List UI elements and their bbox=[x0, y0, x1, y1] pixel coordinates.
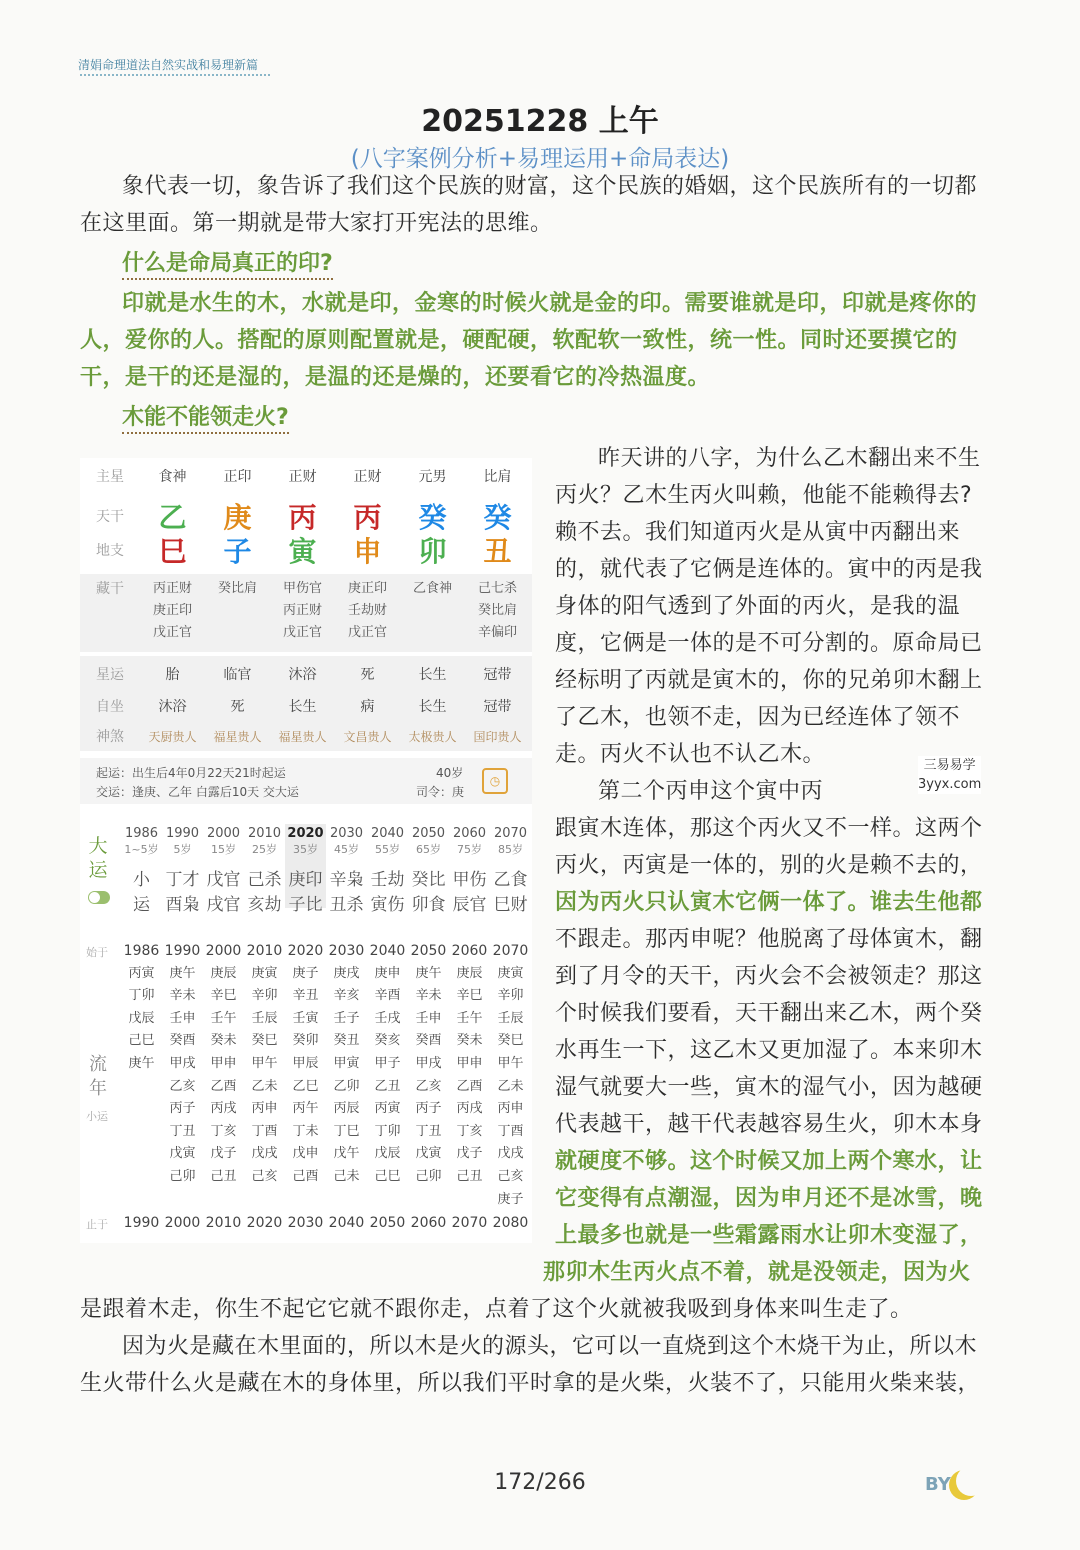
liunian-year[interactable]: 戊戌 bbox=[497, 1146, 524, 1162]
liunian-start-year: 2030 bbox=[328, 943, 365, 959]
liunian-year[interactable]: 己酉 bbox=[292, 1168, 319, 1184]
dayun-year: 1990 bbox=[165, 826, 200, 841]
dayun-zhi: 寅伤 bbox=[370, 895, 405, 915]
right-column-line: 到了月令的天干，丙火会不会被领走？那这 bbox=[555, 964, 983, 989]
dayun-age: 1~5岁 bbox=[124, 843, 159, 856]
liunian-year[interactable]: 甲午 bbox=[251, 1055, 278, 1071]
liunian-year[interactable]: 癸未 bbox=[456, 1033, 483, 1049]
qiyun-text: 起运：出生后4年0月22天21时起运 bbox=[96, 766, 286, 780]
shensha-cell: 福星贵人 bbox=[213, 729, 262, 744]
dayun-age: 5岁 bbox=[173, 843, 192, 856]
liunian-year[interactable]: 丁巳 bbox=[333, 1123, 360, 1139]
right-column-line: 湿气就要大一些，寅木的湿气小，因为越硬 bbox=[555, 1075, 983, 1100]
dayun-gan: 己杀 bbox=[247, 870, 282, 890]
shensha-cell: 文昌贵人 bbox=[343, 729, 392, 744]
canggan-item: 庚正印 bbox=[347, 581, 387, 596]
canggan-item: 己七杀 bbox=[477, 581, 517, 596]
liunian-year[interactable]: 癸酉 bbox=[415, 1033, 442, 1049]
liunian-column bbox=[285, 940, 326, 1189]
bazi-chart bbox=[80, 458, 532, 1243]
liunian-year[interactable]: 丁酉 bbox=[251, 1123, 278, 1139]
liunian-end-year: 2030 bbox=[287, 1215, 324, 1231]
xiaoyun-small-label: 小运 bbox=[86, 1110, 108, 1123]
liunian-year[interactable]: 戊午 bbox=[333, 1146, 360, 1162]
liunian-year[interactable]: 辛巳 bbox=[456, 988, 483, 1004]
liunian-year[interactable]: 丁卯 bbox=[128, 988, 155, 1004]
right-column-line: 度，它俩是一体的是不可分割的。原命局已 bbox=[555, 631, 983, 656]
liunian-year[interactable]: 丙午 bbox=[292, 1101, 319, 1117]
liunian-start-year: 1986 bbox=[123, 943, 160, 959]
canggan-item: 戊正官 bbox=[347, 625, 387, 640]
dayun-zhi: 卯食 bbox=[411, 895, 446, 915]
liunian-year[interactable]: 戊寅 bbox=[415, 1146, 442, 1162]
calendar-icon[interactable]: ◷ bbox=[482, 768, 508, 794]
liunian-year[interactable]: 乙未 bbox=[251, 1078, 278, 1094]
dayun-year: 2060 bbox=[452, 826, 487, 841]
liunian-column bbox=[408, 940, 449, 1189]
canggan-item: 癸比肩 bbox=[477, 603, 517, 618]
liunian-column bbox=[490, 940, 531, 1189]
canggan-item: 丙正财 bbox=[152, 581, 192, 596]
liunian-start-year: 2050 bbox=[410, 943, 447, 959]
liunian-label: 流年 bbox=[89, 1054, 107, 1099]
dayun-age: 35岁 bbox=[293, 843, 318, 856]
dayun-zhi: 丑杀 bbox=[329, 895, 364, 915]
label-shensha[interactable]: 神煞 bbox=[96, 729, 124, 745]
liunian-year[interactable]: 庚午 bbox=[415, 965, 442, 981]
liunian-year[interactable]: 乙酉 bbox=[456, 1078, 483, 1094]
dayun-gan: 小 bbox=[133, 870, 150, 890]
zizuo-cell: 病 bbox=[360, 699, 375, 715]
liunian-column bbox=[449, 940, 490, 1189]
liunian-year[interactable]: 壬申 bbox=[169, 1010, 196, 1026]
liunian-end-year: 2010 bbox=[205, 1215, 242, 1231]
dayun-year: 2040 bbox=[370, 826, 405, 841]
liunian-end-year: 2050 bbox=[369, 1215, 406, 1231]
dizhi-char: 子 bbox=[223, 535, 252, 568]
dayun-zhi: 子比 bbox=[288, 895, 323, 915]
siling-label: 司令：庚 bbox=[416, 785, 465, 799]
liunian-year[interactable]: 戊子 bbox=[456, 1146, 483, 1162]
liunian-year[interactable]: 乙未 bbox=[497, 1078, 524, 1094]
watermark-line-1: 三易易学 bbox=[923, 758, 976, 773]
dayun-label: 大运 bbox=[88, 835, 108, 881]
liunian-year[interactable]: 癸卯 bbox=[292, 1033, 319, 1049]
label-zhuxing: 主星 bbox=[96, 469, 124, 485]
canggan-item: 乙食神 bbox=[412, 581, 452, 596]
right-column-line: 因为丙火只认寅木它俩一体了。谁去生他都 bbox=[555, 890, 983, 915]
liunian-year[interactable]: 甲申 bbox=[456, 1055, 483, 1071]
by-mark: BY bbox=[925, 1474, 951, 1495]
liunian-year[interactable]: 丁亥 bbox=[456, 1123, 483, 1139]
liunian-year[interactable]: 壬辰 bbox=[251, 1010, 278, 1026]
paragraph-3-green: 那卯木生丙火点不着，就是没领走，因为火 bbox=[543, 1260, 971, 1285]
liunian-year[interactable]: 壬午 bbox=[456, 1010, 483, 1026]
paragraph-3-line-1: 是跟着木走，你生不起它它就不跟你走，点着了这个火就被我吸到身体来叫生走了。 bbox=[80, 1297, 913, 1322]
liunian-year[interactable]: 乙丑 bbox=[374, 1078, 401, 1094]
tiangan-char: 癸 bbox=[483, 501, 512, 534]
liunian-year[interactable]: 己丑 bbox=[456, 1168, 483, 1184]
xingyun-cell: 长生 bbox=[418, 667, 447, 683]
liunian-year[interactable]: 庚子 bbox=[497, 1191, 524, 1207]
liunian-year[interactable]: 甲午 bbox=[497, 1055, 524, 1071]
dayun-column[interactable] bbox=[490, 826, 531, 915]
zizuo-cell: 长生 bbox=[418, 699, 447, 715]
liunian-year[interactable]: 癸巳 bbox=[497, 1033, 524, 1049]
canggan-column bbox=[335, 578, 400, 644]
liunian-year[interactable]: 辛酉 bbox=[374, 988, 401, 1004]
xingyun-cell: 胎 bbox=[165, 667, 180, 683]
right-column-line: 身体的阳气透到了外面的丙火，是我的温 bbox=[555, 594, 961, 619]
liunian-column bbox=[244, 940, 285, 1189]
label-tiangan: 天干 bbox=[96, 509, 124, 525]
right-column-line: 丙火？乙木生丙火叫赖，他能不能赖得去? bbox=[555, 483, 973, 508]
dayun-zhi: 亥劫 bbox=[247, 895, 282, 915]
liunian-year[interactable]: 庚午 bbox=[169, 965, 196, 981]
canggan-item: 戊正官 bbox=[282, 625, 322, 640]
right-column-line: 跟寅木连体，那这个丙火又不一样。这两个 bbox=[555, 816, 983, 841]
liunian-year[interactable]: 己丑 bbox=[210, 1168, 237, 1184]
tiangan-char: 癸 bbox=[418, 501, 447, 534]
page-subtitle: (八字案例分析+易理运用+命局表达) bbox=[350, 146, 730, 172]
liunian-end-year: 2080 bbox=[492, 1215, 529, 1231]
dizhi-char: 巳 bbox=[158, 535, 187, 568]
liunian-year[interactable]: 乙巳 bbox=[292, 1078, 319, 1094]
liunian-year[interactable]: 己亥 bbox=[497, 1168, 524, 1184]
liunian-year[interactable]: 庚申 bbox=[374, 965, 401, 981]
liunian-end-year: 2070 bbox=[451, 1215, 488, 1231]
dayun-gan: 辛枭 bbox=[329, 870, 364, 890]
liunian-column bbox=[162, 940, 203, 1189]
canggan-column bbox=[140, 578, 205, 644]
dayun-column[interactable] bbox=[162, 826, 203, 915]
liunian-end-year: 2020 bbox=[246, 1215, 283, 1231]
dayun-zhi: 运 bbox=[133, 895, 150, 915]
canggan-column bbox=[270, 578, 335, 644]
liunian-year[interactable]: 戊辰 bbox=[128, 1010, 155, 1026]
right-column-line: 了乙木，也领不走，因为已经连体了领不 bbox=[555, 705, 961, 730]
right-column-line: 水再生一下，这乙木又更加湿了。本来卯木 bbox=[555, 1038, 983, 1063]
liunian-year[interactable]: 乙亥 bbox=[415, 1078, 442, 1094]
xingyun-cell: 冠带 bbox=[483, 667, 512, 683]
page-title: 20251228 上午 bbox=[421, 104, 659, 139]
canggan-column bbox=[400, 578, 465, 644]
liunian-year[interactable]: 丙子 bbox=[169, 1101, 196, 1117]
shensha-cell: 国印贵人 bbox=[473, 729, 522, 744]
liunian-year[interactable]: 甲辰 bbox=[292, 1055, 319, 1071]
liunian-year[interactable]: 辛卯 bbox=[497, 988, 524, 1004]
canggan-item: 庚正印 bbox=[152, 603, 192, 618]
shensha-cell: 太极贵人 bbox=[408, 729, 457, 744]
right-column-line: 不跟走。那丙申呢？他脱离了母体寅木，翻 bbox=[555, 927, 983, 952]
dayun-age: 45岁 bbox=[334, 843, 359, 856]
paragraph-3-line-2: 因为火是藏在木里面的，所以木是火的源头，它可以一直烧到这个木烧干为止，所以木 bbox=[122, 1334, 978, 1359]
section-heading-yin: 什么是命局真正的印? bbox=[122, 251, 333, 280]
liunian-year[interactable]: 庚戌 bbox=[333, 965, 360, 981]
canggan-item: 甲伤官 bbox=[282, 581, 322, 596]
liunian-year[interactable]: 壬申 bbox=[415, 1010, 442, 1026]
xiaoyun-toggle[interactable] bbox=[88, 891, 110, 904]
watermark-line-2: 3yyx.com bbox=[918, 777, 982, 792]
liunian-year[interactable]: 丁卯 bbox=[374, 1123, 401, 1139]
liunian-year[interactable]: 辛未 bbox=[415, 988, 442, 1004]
right-column-line: 赖不去。我们知道丙火是从寅中丙翻出来 bbox=[555, 520, 961, 545]
liunian-year[interactable]: 丙戌 bbox=[456, 1101, 483, 1117]
start-label: 始于 bbox=[86, 946, 108, 959]
label-canggan: 藏干 bbox=[96, 581, 124, 597]
dayun-gan: 乙食 bbox=[493, 870, 528, 890]
liunian-year[interactable]: 戊子 bbox=[210, 1146, 237, 1162]
right-column-line: 的，就代表了它俩是连体的。寅中的丙是我 bbox=[555, 557, 983, 582]
dayun-column[interactable] bbox=[449, 826, 490, 915]
tiangan-char: 庚 bbox=[223, 501, 252, 534]
section-heading-wood-fire: 木能不能领走火? bbox=[122, 405, 289, 434]
liunian-start-year: 2000 bbox=[205, 943, 242, 959]
dayun-year: 2020 bbox=[287, 826, 324, 841]
dayun-gan: 丁才 bbox=[165, 870, 200, 890]
zhuxing-cell: 元男 bbox=[418, 469, 447, 485]
liunian-year[interactable]: 丙戌 bbox=[210, 1101, 237, 1117]
dayun-gan: 甲伤 bbox=[452, 870, 487, 890]
zhuxing-cell: 食神 bbox=[158, 469, 187, 485]
right-column-line: 丙火，丙寅是一体的，别的火是赖不去的， bbox=[555, 853, 983, 878]
zhuxing-cell: 正财 bbox=[288, 469, 317, 485]
end-label: 止于 bbox=[86, 1218, 108, 1231]
liunian-year[interactable]: 甲戌 bbox=[415, 1055, 442, 1071]
right-column-line: 走。丙火不认也不认乙木。 bbox=[555, 742, 826, 767]
dayun-column[interactable] bbox=[285, 826, 326, 915]
liunian-year[interactable]: 癸巳 bbox=[251, 1033, 278, 1049]
liunian-year[interactable]: 己巳 bbox=[128, 1033, 155, 1049]
liunian-year[interactable]: 乙酉 bbox=[210, 1078, 237, 1094]
dayun-age: 65岁 bbox=[416, 843, 441, 856]
paragraph-2-line-2: 人，爱你的人。搭配的原则配置就是，硬配硬，软配软一致性，统一性。同时还要摸它的 bbox=[80, 328, 958, 353]
liunian-year[interactable]: 己巳 bbox=[374, 1168, 401, 1184]
zizuo-cell: 沐浴 bbox=[158, 699, 187, 715]
liunian-year[interactable]: 丙辰 bbox=[333, 1101, 360, 1117]
liunian-year[interactable]: 壬午 bbox=[210, 1010, 237, 1026]
liunian-year[interactable]: 己卯 bbox=[415, 1168, 442, 1184]
liunian-year[interactable]: 丁丑 bbox=[169, 1123, 196, 1139]
liunian-year[interactable]: 丙申 bbox=[251, 1101, 278, 1117]
dayun-column[interactable] bbox=[326, 826, 367, 915]
liunian-year[interactable]: 辛巳 bbox=[210, 988, 237, 1004]
dizhi-char: 卯 bbox=[418, 535, 447, 568]
document-header: 清娟命理道法自然实战和易理新篇 bbox=[78, 58, 259, 72]
xingyun-cell: 沐浴 bbox=[288, 667, 317, 683]
shensha-cell: 天厨贵人 bbox=[148, 729, 197, 744]
dayun-column[interactable] bbox=[367, 826, 408, 915]
liunian-start-year: 2060 bbox=[451, 943, 488, 959]
label-dizhi: 地支 bbox=[96, 543, 124, 559]
liunian-year[interactable]: 丙子 bbox=[415, 1101, 442, 1117]
paragraph-1-line-2: 在这里面。第一期就是带大家打开宪法的思维。 bbox=[80, 211, 553, 236]
dayun-gan: 戊官 bbox=[206, 870, 241, 890]
liunian-year[interactable]: 壬寅 bbox=[292, 1010, 319, 1026]
right-column-line: 昨天讲的八字，为什么乙木翻出来不生 bbox=[598, 446, 981, 471]
dayun-gan: 壬劫 bbox=[370, 870, 405, 890]
canggan-column bbox=[205, 578, 270, 644]
liunian-year[interactable]: 癸丑 bbox=[333, 1033, 360, 1049]
liunian-year[interactable]: 己卯 bbox=[169, 1168, 196, 1184]
liunian-year[interactable]: 甲申 bbox=[210, 1055, 237, 1071]
xingyun-cell: 临官 bbox=[223, 667, 252, 683]
liunian-year[interactable]: 丁丑 bbox=[415, 1123, 442, 1139]
canggan-item: 壬劫财 bbox=[347, 603, 387, 618]
dayun-year: 2070 bbox=[493, 826, 528, 841]
liunian-year[interactable]: 己未 bbox=[333, 1168, 360, 1184]
liunian-start-year: 2040 bbox=[369, 943, 406, 959]
liunian-year[interactable]: 丁未 bbox=[292, 1123, 319, 1139]
liunian-column bbox=[203, 940, 244, 1189]
liunian-year[interactable]: 戊寅 bbox=[169, 1146, 196, 1162]
label-zizuo: 自坐 bbox=[96, 699, 124, 715]
liunian-start-year: 1990 bbox=[164, 943, 201, 959]
liunian-year[interactable]: 己亥 bbox=[251, 1168, 278, 1184]
liunian-year[interactable]: 癸酉 bbox=[169, 1033, 196, 1049]
liunian-year[interactable]: 庚寅 bbox=[497, 965, 524, 981]
dayun-column[interactable] bbox=[408, 826, 449, 915]
shensha-cell: 福星贵人 bbox=[278, 729, 327, 744]
canggan-item: 丙正财 bbox=[282, 603, 322, 618]
dayun-age: 85岁 bbox=[498, 843, 523, 856]
liunian-year[interactable]: 戊申 bbox=[292, 1146, 319, 1162]
liunian-end-year: 2040 bbox=[328, 1215, 365, 1231]
liunian-start-year: 2070 bbox=[492, 943, 529, 959]
liunian-year[interactable]: 辛亥 bbox=[333, 988, 360, 1004]
liunian-year[interactable]: 庚辰 bbox=[456, 965, 483, 981]
right-column-line: 就硬度不够。这个时候又加上两个寒水，让 bbox=[555, 1149, 983, 1174]
right-column-line: 第二个丙申这个寅中丙 bbox=[598, 779, 824, 804]
dayun-age: 15岁 bbox=[211, 843, 236, 856]
paragraph-3-line-3: 生火带什么火是藏在木的身体里，所以我们平时拿的是火柴，火装不了，只能用火柴来装， bbox=[80, 1371, 981, 1396]
liunian-end-year: 2060 bbox=[410, 1215, 447, 1231]
liunian-year[interactable]: 甲寅 bbox=[333, 1055, 360, 1071]
dayun-column[interactable] bbox=[244, 826, 285, 915]
tiangan-char: 乙 bbox=[158, 501, 187, 534]
liunian-year[interactable]: 辛未 bbox=[169, 988, 196, 1004]
dizhi-char: 申 bbox=[353, 535, 382, 568]
liunian-start-year: 2010 bbox=[246, 943, 283, 959]
liunian-column bbox=[326, 940, 367, 1189]
dayun-gan: 庚印 bbox=[288, 870, 323, 890]
liunian-column bbox=[367, 940, 408, 1189]
liunian-year[interactable]: 甲子 bbox=[374, 1055, 401, 1071]
liunian-year[interactable]: 丁酉 bbox=[497, 1123, 524, 1139]
liunian-year[interactable]: 乙卯 bbox=[333, 1078, 360, 1094]
dayun-year: 2000 bbox=[206, 826, 241, 841]
canggan-column bbox=[465, 578, 530, 644]
canggan-item: 戊正官 bbox=[152, 625, 192, 640]
zizuo-cell: 长生 bbox=[288, 699, 317, 715]
right-column-line: 经标明了丙就是寅木的，你的兄弟卯木翻上 bbox=[555, 668, 983, 693]
dayun-column[interactable] bbox=[203, 826, 244, 915]
zhuxing-cell: 正印 bbox=[223, 469, 252, 485]
tiangan-char: 丙 bbox=[353, 501, 382, 534]
liunian-end-year: 2000 bbox=[164, 1215, 201, 1231]
right-column-line: 个时候我们要看，天干翻出来乙木，两个癸 bbox=[555, 1001, 983, 1026]
liunian-year[interactable]: 癸未 bbox=[210, 1033, 237, 1049]
liunian-year[interactable]: 壬辰 bbox=[497, 1010, 524, 1026]
liunian-year[interactable]: 癸亥 bbox=[374, 1033, 401, 1049]
dayun-age: 55岁 bbox=[375, 843, 400, 856]
liunian-year[interactable]: 丙申 bbox=[497, 1101, 524, 1117]
dayun-zhi: 戌官 bbox=[206, 895, 241, 915]
liunian-year[interactable]: 庚午 bbox=[128, 1055, 155, 1071]
liunian-year[interactable]: 庚寅 bbox=[251, 965, 278, 981]
liunian-year[interactable]: 甲戌 bbox=[169, 1055, 196, 1071]
liunian-end-year: 1990 bbox=[123, 1215, 160, 1231]
dayun-zhi: 酉枭 bbox=[165, 895, 200, 915]
dayun-zhi: 辰官 bbox=[452, 895, 487, 915]
canggan-item: 辛偏印 bbox=[477, 625, 517, 640]
right-column-line: 它变得有点潮湿，因为申月还不是冰雪，晚 bbox=[555, 1186, 983, 1211]
dayun-year: 2050 bbox=[411, 826, 446, 841]
dayun-year: 2030 bbox=[329, 826, 364, 841]
liunian-year[interactable]: 辛丑 bbox=[292, 988, 319, 1004]
liunian-year[interactable]: 壬戌 bbox=[374, 1010, 401, 1026]
tiangan-char: 丙 bbox=[288, 501, 317, 534]
zhuxing-cell: 正财 bbox=[353, 469, 382, 485]
liunian-year[interactable]: 辛卯 bbox=[251, 988, 278, 1004]
right-column-line: 上最多也就是一些霜露雨水让卯木变湿了， bbox=[555, 1223, 983, 1248]
zhuxing-cell: 比肩 bbox=[483, 469, 512, 485]
header-divider bbox=[80, 74, 270, 82]
dayun-year: 1986 bbox=[124, 826, 159, 841]
jiaoyun-text: 交运：逢庚、乙年 白露后10天 交大运 bbox=[96, 785, 299, 799]
paragraph-2-line-3: 干，是干的还是湿的，是温的还是燥的，还要看它的冷热温度。 bbox=[80, 365, 711, 390]
liunian-column bbox=[121, 940, 162, 1076]
dayun-column[interactable] bbox=[121, 826, 162, 915]
moon-icon bbox=[956, 1466, 986, 1496]
canggan-item: 癸比肩 bbox=[217, 581, 257, 596]
liunian-year[interactable]: 乙亥 bbox=[169, 1078, 196, 1094]
liunian-year[interactable]: 丁亥 bbox=[210, 1123, 237, 1139]
dayun-age: 25岁 bbox=[252, 843, 277, 856]
dizhi-char: 丑 bbox=[483, 535, 512, 568]
watermark bbox=[918, 756, 981, 794]
paragraph-2-line-1: 印就是水生的木，水就是印，金寒的时候火就是金的印。需要谁就是印，印就是疼你的 bbox=[122, 291, 978, 316]
label-xingyun: 星运 bbox=[96, 667, 124, 683]
xingyun-cell: 死 bbox=[360, 667, 375, 683]
liunian-year[interactable]: 庚辰 bbox=[210, 965, 237, 981]
liunian-start-year: 2020 bbox=[287, 943, 324, 959]
page-number: 172/266 bbox=[494, 1470, 586, 1495]
zizuo-cell: 死 bbox=[230, 699, 245, 715]
dayun-age: 75岁 bbox=[457, 843, 482, 856]
liunian-year[interactable]: 丙寅 bbox=[374, 1101, 401, 1117]
liunian-year[interactable]: 戊戌 bbox=[251, 1146, 278, 1162]
age-label: 40岁 bbox=[436, 766, 464, 780]
liunian-year[interactable]: 庚子 bbox=[292, 965, 319, 981]
dayun-gan: 癸比 bbox=[411, 870, 446, 890]
zizuo-cell: 冠带 bbox=[483, 699, 512, 715]
paragraph-1-line-1: 象代表一切，象告诉了我们这个民族的财富，这个民族的婚姻，这个民族所有的一切都 bbox=[122, 174, 978, 199]
liunian-year[interactable]: 戊辰 bbox=[374, 1146, 401, 1162]
liunian-year[interactable]: 壬子 bbox=[333, 1010, 360, 1026]
liunian-year[interactable]: 丙寅 bbox=[128, 965, 155, 981]
dayun-zhi: 巳财 bbox=[493, 895, 528, 915]
dayun-year: 2010 bbox=[247, 826, 282, 841]
dizhi-char: 寅 bbox=[288, 535, 317, 568]
right-column-line: 代表越干，越干代表越容易生火，卯木本身 bbox=[555, 1112, 983, 1137]
